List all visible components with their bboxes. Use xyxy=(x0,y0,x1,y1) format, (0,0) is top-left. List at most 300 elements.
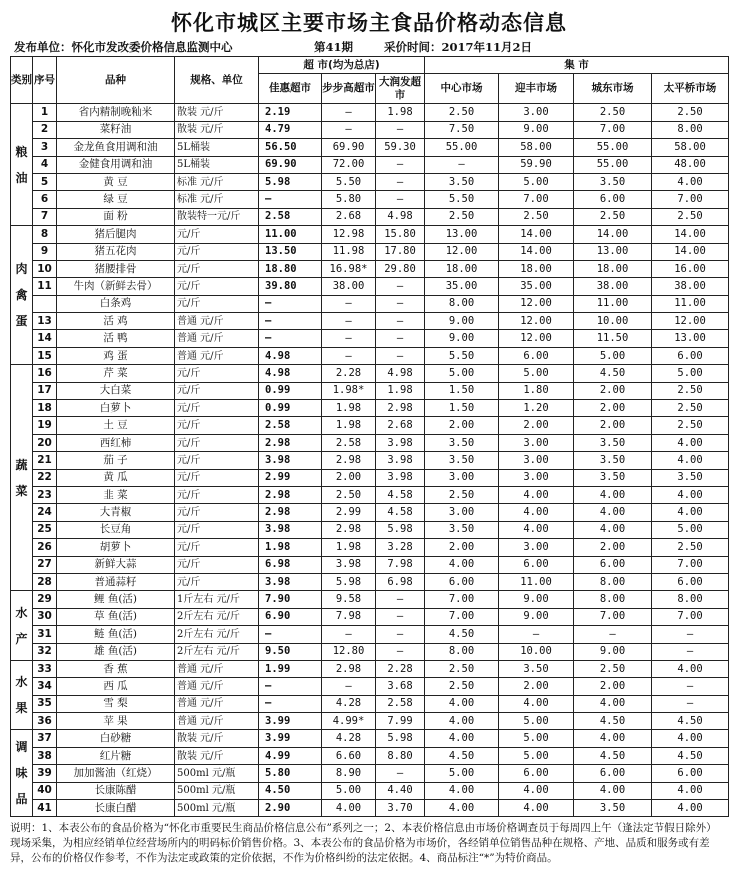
price-cell: 5.00 xyxy=(322,782,376,799)
table-row xyxy=(11,260,729,277)
price-cell: — xyxy=(376,626,425,643)
price-cell: 4.00 xyxy=(574,730,652,747)
price-cell: 2.50 xyxy=(425,486,499,503)
seq-cell: 23 xyxy=(33,486,57,503)
price-cell: — xyxy=(376,121,425,138)
page-title: 怀化市城区主要市场主食品价格动态信息 xyxy=(171,11,567,35)
price-cell: 12.98 xyxy=(322,226,376,243)
price-cell: — xyxy=(259,191,322,208)
price-cell: 4.50 xyxy=(574,365,652,382)
price-cell: 4.58 xyxy=(376,486,425,503)
spec-cell: 500ml 元/瓶 xyxy=(175,800,259,817)
item-name-cell: 白条鸡 xyxy=(57,295,175,312)
seq-cell: 30 xyxy=(33,608,57,625)
item-name-cell: 活 鸡 xyxy=(57,313,175,330)
price-cell: 6.00 xyxy=(574,765,652,782)
price-cell: 4.00 xyxy=(499,695,574,712)
price-cell: 3.28 xyxy=(376,539,425,556)
header-col: 太平桥市场 xyxy=(652,74,729,104)
publisher: 发布单位：怀化市发改委价格信息监测中心 xyxy=(14,40,233,54)
price-cell: 4.40 xyxy=(376,782,425,799)
price-cell: 56.50 xyxy=(259,139,322,156)
item-name-cell: 金龙鱼食用调和油 xyxy=(57,139,175,156)
price-cell: 9.00 xyxy=(574,643,652,660)
price-cell: 3.50 xyxy=(652,469,729,486)
spec-cell: 2斤左右 元/斤 xyxy=(175,643,259,660)
category-cell: 肉禽蛋 xyxy=(11,226,33,365)
price-cell: 2.50 xyxy=(652,104,729,121)
price-cell: 2.00 xyxy=(574,417,652,434)
spec-cell: 散装 元/斤 xyxy=(175,747,259,764)
collection-date: 采价时间：2017年11月2日 xyxy=(384,40,533,54)
table-body xyxy=(11,104,729,817)
price-cell: 1.98 xyxy=(322,400,376,417)
price-cell: 2.28 xyxy=(322,365,376,382)
spec-cell: 标准 元/斤 xyxy=(175,173,259,190)
table-row xyxy=(11,121,729,138)
seq-cell: 27 xyxy=(33,556,57,573)
price-cell: 3.50 xyxy=(425,521,499,538)
table-row xyxy=(11,504,729,521)
item-name-cell: 草 鱼(活) xyxy=(57,608,175,625)
item-name-cell: 长豆角 xyxy=(57,521,175,538)
price-cell: 2.98 xyxy=(322,452,376,469)
price-cell: 3.50 xyxy=(574,173,652,190)
price-cell: 13.50 xyxy=(259,243,322,260)
price-cell: 0.99 xyxy=(259,382,322,399)
table-row xyxy=(11,278,729,295)
price-cell: 7.98 xyxy=(322,608,376,625)
header-seq: 序号 xyxy=(33,57,57,104)
price-cell: 2.90 xyxy=(259,800,322,817)
seq-cell: 4 xyxy=(33,156,57,173)
price-cell: 7.00 xyxy=(652,608,729,625)
table-row xyxy=(11,591,729,608)
price-cell: 2.50 xyxy=(425,678,499,695)
spec-cell: 普通 元/斤 xyxy=(175,313,259,330)
price-cell: 18.80 xyxy=(259,260,322,277)
seq-cell: 16 xyxy=(33,365,57,382)
price-sheet xyxy=(10,0,728,866)
price-cell: 3.70 xyxy=(376,800,425,817)
price-cell: 35.00 xyxy=(499,278,574,295)
price-cell: 4.00 xyxy=(652,452,729,469)
price-cell: 4.00 xyxy=(425,713,499,730)
price-cell: 5.80 xyxy=(322,191,376,208)
seq-cell: 11 xyxy=(33,278,57,295)
spec-cell: 普通 元/斤 xyxy=(175,660,259,677)
price-cell: 4.00 xyxy=(425,730,499,747)
seq-cell: 20 xyxy=(33,434,57,451)
price-cell: 2.50 xyxy=(574,208,652,225)
seq-cell: 28 xyxy=(33,573,57,590)
price-cell: 58.00 xyxy=(652,139,729,156)
price-cell: 8.00 xyxy=(652,121,729,138)
seq-cell: 29 xyxy=(33,591,57,608)
price-cell: 69.90 xyxy=(259,156,322,173)
item-name-cell: 黄 瓜 xyxy=(57,469,175,486)
price-cell: 4.99 xyxy=(259,747,322,764)
spec-cell: 元/斤 xyxy=(175,556,259,573)
spec-cell: 普通 元/斤 xyxy=(175,330,259,347)
spec-cell: 元/斤 xyxy=(175,434,259,451)
price-cell: 5.00 xyxy=(652,521,729,538)
spec-cell: 元/斤 xyxy=(175,382,259,399)
price-cell: — xyxy=(376,173,425,190)
item-name-cell: 大青椒 xyxy=(57,504,175,521)
price-cell: 5.98 xyxy=(376,521,425,538)
header-supermarket: 超 市(均为总店) xyxy=(259,57,425,74)
table-row xyxy=(11,573,729,590)
item-name-cell: 大白菜 xyxy=(57,382,175,399)
price-cell: 1.20 xyxy=(499,400,574,417)
price-cell: 4.00 xyxy=(425,782,499,799)
item-name-cell: 鸡 蛋 xyxy=(57,347,175,364)
price-cell: 2.99 xyxy=(259,469,322,486)
price-cell: — xyxy=(259,678,322,695)
spec-cell: 元/斤 xyxy=(175,452,259,469)
seq-cell: 34 xyxy=(33,678,57,695)
spec-cell: 散装特一元/斤 xyxy=(175,208,259,225)
price-cell: 35.00 xyxy=(425,278,499,295)
table-row xyxy=(11,469,729,486)
price-cell: 11.00 xyxy=(499,573,574,590)
price-cell: 2.50 xyxy=(425,208,499,225)
item-name-cell: 活 鸭 xyxy=(57,330,175,347)
price-cell: 8.00 xyxy=(574,591,652,608)
item-name-cell: 土 豆 xyxy=(57,417,175,434)
price-cell: 3.98 xyxy=(322,556,376,573)
price-cell: 5.80 xyxy=(259,765,322,782)
spec-cell: 元/斤 xyxy=(175,365,259,382)
seq-cell: 14 xyxy=(33,330,57,347)
table-row xyxy=(11,295,729,312)
price-cell: 13.00 xyxy=(652,330,729,347)
price-cell: — xyxy=(499,626,574,643)
spec-cell: 元/斤 xyxy=(175,295,259,312)
price-cell: 3.50 xyxy=(425,434,499,451)
price-cell: 12.00 xyxy=(652,313,729,330)
price-cell: — xyxy=(652,695,729,712)
price-cell: — xyxy=(259,330,322,347)
price-cell: 7.00 xyxy=(652,556,729,573)
price-cell: 2.50 xyxy=(652,417,729,434)
price-cell: 2.58 xyxy=(259,417,322,434)
price-cell: 7.50 xyxy=(425,121,499,138)
item-name-cell: 白萝卜 xyxy=(57,400,175,417)
price-cell: — xyxy=(574,626,652,643)
price-cell: 3.00 xyxy=(425,504,499,521)
price-cell: 3.50 xyxy=(574,800,652,817)
price-cell: 12.00 xyxy=(499,295,574,312)
price-cell: — xyxy=(652,626,729,643)
price-cell: 55.00 xyxy=(574,139,652,156)
price-cell: 2.98 xyxy=(259,486,322,503)
price-cell: 6.90 xyxy=(259,608,322,625)
price-cell: 11.00 xyxy=(574,295,652,312)
table-row xyxy=(11,365,729,382)
header-category: 类别 xyxy=(11,57,33,104)
table-row xyxy=(11,730,729,747)
item-name-cell: 长康白醋 xyxy=(57,800,175,817)
spec-cell: 散装 元/斤 xyxy=(175,104,259,121)
spec-cell: 5L桶装 xyxy=(175,139,259,156)
price-cell: 6.00 xyxy=(574,556,652,573)
spec-cell: 5L桶装 xyxy=(175,156,259,173)
price-cell: 55.00 xyxy=(425,139,499,156)
price-cell: 4.00 xyxy=(652,730,729,747)
price-cell: 2.98 xyxy=(322,660,376,677)
price-cell: 7.00 xyxy=(574,608,652,625)
price-cell: 13.00 xyxy=(425,226,499,243)
price-cell: 5.00 xyxy=(574,347,652,364)
footnotes: 说明：1、本表公布的食品价格为“怀化市重要民生商品价格信息公布”系列之一；2、本表价格信息由市场价格调查员于每周四上午（逢法定节假日除外）现场采集，为相应经销单位经营场所内的明码标价销售价格。3、本表公布的食品价格为市场价，各经销单位销售品种在规格、产地、品质和服务或有差异，公布的价格仅作参考，不作为法定或政策的定价依据，不作为价格纠纷的法定依据。4、商品标注“*”为特价商品。 xyxy=(10,822,717,865)
price-cell: 5.00 xyxy=(425,765,499,782)
price-cell: 11.98 xyxy=(322,243,376,260)
item-name-cell: 西 瓜 xyxy=(57,678,175,695)
table-row xyxy=(11,347,729,364)
price-cell: 2.00 xyxy=(322,469,376,486)
price-cell: 1.50 xyxy=(425,400,499,417)
price-cell: 4.00 xyxy=(652,486,729,503)
price-cell: — xyxy=(376,330,425,347)
price-cell: 2.50 xyxy=(652,539,729,556)
item-name-cell: 鲤 鱼(活) xyxy=(57,591,175,608)
price-cell: 1.50 xyxy=(425,382,499,399)
table-row xyxy=(11,782,729,799)
price-cell: 2.50 xyxy=(574,660,652,677)
table-row xyxy=(11,695,729,712)
seq-cell: 33 xyxy=(33,660,57,677)
price-cell: 8.80 xyxy=(376,747,425,764)
price-cell: 5.00 xyxy=(499,730,574,747)
table-row xyxy=(11,226,729,243)
price-cell: 5.00 xyxy=(499,713,574,730)
price-cell: — xyxy=(652,643,729,660)
item-name-cell: 鲢 鱼(活) xyxy=(57,626,175,643)
spec-cell: 元/斤 xyxy=(175,469,259,486)
price-cell: 2.50 xyxy=(425,660,499,677)
price-cell: 6.60 xyxy=(322,747,376,764)
price-cell: 3.99 xyxy=(259,730,322,747)
price-cell: 4.00 xyxy=(425,556,499,573)
price-cell: 1.98 xyxy=(259,539,322,556)
price-cell: 4.79 xyxy=(259,121,322,138)
seq-cell: 39 xyxy=(33,765,57,782)
price-cell: — xyxy=(322,626,376,643)
price-cell: 4.58 xyxy=(376,504,425,521)
price-cell: 4.00 xyxy=(499,486,574,503)
price-cell: 3.50 xyxy=(499,660,574,677)
price-cell: 18.00 xyxy=(425,260,499,277)
price-cell: 9.00 xyxy=(499,591,574,608)
table-row xyxy=(11,643,729,660)
table-row xyxy=(11,434,729,451)
spec-cell: 元/斤 xyxy=(175,243,259,260)
price-cell: — xyxy=(259,313,322,330)
price-cell: 5.00 xyxy=(499,747,574,764)
price-cell: 2.00 xyxy=(574,678,652,695)
spec-cell: 元/斤 xyxy=(175,486,259,503)
price-cell: — xyxy=(376,591,425,608)
price-cell: 48.00 xyxy=(652,156,729,173)
table-row xyxy=(11,626,729,643)
price-cell: 38.00 xyxy=(322,278,376,295)
price-cell: 2.28 xyxy=(376,660,425,677)
price-cell: 4.28 xyxy=(322,730,376,747)
price-cell: 5.00 xyxy=(499,365,574,382)
price-cell: 2.00 xyxy=(499,678,574,695)
price-cell: 15.80 xyxy=(376,226,425,243)
price-cell: 12.80 xyxy=(322,643,376,660)
price-cell: 1.98 xyxy=(376,382,425,399)
seq-cell: 35 xyxy=(33,695,57,712)
price-cell: — xyxy=(259,295,322,312)
price-cell: — xyxy=(376,278,425,295)
price-cell: 16.98* xyxy=(322,260,376,277)
spec-cell: 元/斤 xyxy=(175,521,259,538)
price-cell: 3.50 xyxy=(574,452,652,469)
price-cell: 11.00 xyxy=(259,226,322,243)
price-cell: 5.98 xyxy=(376,730,425,747)
price-cell: 9.00 xyxy=(425,330,499,347)
price-cell: 3.68 xyxy=(376,678,425,695)
price-cell: — xyxy=(425,156,499,173)
table-row xyxy=(11,521,729,538)
price-cell: — xyxy=(376,295,425,312)
price-cell: 8.00 xyxy=(425,295,499,312)
price-cell: 3.99 xyxy=(259,713,322,730)
price-cell: 10.00 xyxy=(574,313,652,330)
price-cell: 7.99 xyxy=(376,713,425,730)
seq-cell: 24 xyxy=(33,504,57,521)
seq-cell: 26 xyxy=(33,539,57,556)
item-name-cell: 雪 梨 xyxy=(57,695,175,712)
price-cell: 72.00 xyxy=(322,156,376,173)
price-cell: 4.00 xyxy=(425,800,499,817)
price-cell: — xyxy=(322,313,376,330)
price-cell: 7.00 xyxy=(425,591,499,608)
price-cell: 4.00 xyxy=(574,486,652,503)
price-cell: 59.90 xyxy=(499,156,574,173)
price-cell: 4.00 xyxy=(499,521,574,538)
category-cell: 调味品 xyxy=(11,730,33,817)
price-cell: 39.80 xyxy=(259,278,322,295)
price-cell: 4.00 xyxy=(574,782,652,799)
price-cell: 8.00 xyxy=(574,573,652,590)
seq-cell: 19 xyxy=(33,417,57,434)
price-cell: 3.98 xyxy=(259,521,322,538)
price-cell: 3.00 xyxy=(425,469,499,486)
price-cell: 2.50 xyxy=(652,400,729,417)
price-cell: 10.00 xyxy=(499,643,574,660)
price-cell: 4.98 xyxy=(259,365,322,382)
item-name-cell: 韭 菜 xyxy=(57,486,175,503)
spec-cell: 元/斤 xyxy=(175,417,259,434)
table-row xyxy=(11,313,729,330)
spec-cell: 元/斤 xyxy=(175,278,259,295)
price-cell: 4.00 xyxy=(574,504,652,521)
price-cell: 3.98 xyxy=(259,452,322,469)
table-row xyxy=(11,330,729,347)
price-table xyxy=(10,56,729,817)
table-row xyxy=(11,417,729,434)
price-cell: 4.98 xyxy=(259,347,322,364)
spec-cell: 元/斤 xyxy=(175,226,259,243)
item-name-cell: 红片糖 xyxy=(57,747,175,764)
price-cell: 69.90 xyxy=(322,139,376,156)
item-name-cell: 芹 菜 xyxy=(57,365,175,382)
seq-cell: 3 xyxy=(33,139,57,156)
price-cell: 5.00 xyxy=(652,365,729,382)
item-name-cell: 白砂糖 xyxy=(57,730,175,747)
spec-cell: 元/斤 xyxy=(175,260,259,277)
price-cell: 4.50 xyxy=(652,747,729,764)
price-cell: 38.00 xyxy=(652,278,729,295)
price-cell: 4.00 xyxy=(652,660,729,677)
price-cell: 7.98 xyxy=(376,556,425,573)
category-cell: 蔬菜 xyxy=(11,365,33,591)
price-cell: 4.98 xyxy=(376,365,425,382)
seq-cell: 22 xyxy=(33,469,57,486)
item-name-cell: 加加酱油（红烧） xyxy=(57,765,175,782)
price-cell: 2.98 xyxy=(259,504,322,521)
price-cell: 4.00 xyxy=(574,521,652,538)
price-cell: 2.50 xyxy=(652,382,729,399)
item-name-cell: 绿 豆 xyxy=(57,191,175,208)
spec-cell: 普通 元/斤 xyxy=(175,695,259,712)
price-cell: 14.00 xyxy=(499,243,574,260)
price-cell: 3.00 xyxy=(499,539,574,556)
price-cell: 2.68 xyxy=(376,417,425,434)
seq-cell: 5 xyxy=(33,173,57,190)
header-name: 品种 xyxy=(57,57,175,104)
price-cell: 5.50 xyxy=(425,347,499,364)
price-cell: 3.98 xyxy=(259,573,322,590)
table-row xyxy=(11,747,729,764)
seq-cell: 10 xyxy=(33,260,57,277)
seq-cell: 8 xyxy=(33,226,57,243)
category-cell: 粮油 xyxy=(11,104,33,226)
seq-cell: 15 xyxy=(33,347,57,364)
price-cell: 4.00 xyxy=(574,695,652,712)
header-col: 步步高超市 xyxy=(322,74,376,104)
price-cell: 4.00 xyxy=(652,173,729,190)
price-cell: — xyxy=(322,678,376,695)
price-cell: 55.00 xyxy=(574,156,652,173)
item-name-cell: 西红柿 xyxy=(57,434,175,451)
price-cell: 5.98 xyxy=(322,573,376,590)
price-cell: 4.50 xyxy=(574,713,652,730)
price-cell: 4.00 xyxy=(425,695,499,712)
price-cell: 7.00 xyxy=(425,608,499,625)
price-cell: 3.00 xyxy=(499,104,574,121)
spec-cell: 普通 元/斤 xyxy=(175,713,259,730)
price-cell: 6.00 xyxy=(652,573,729,590)
price-cell: 3.50 xyxy=(425,173,499,190)
item-name-cell: 黄 豆 xyxy=(57,173,175,190)
seq-cell: 2 xyxy=(33,121,57,138)
price-cell: 2.50 xyxy=(652,208,729,225)
price-cell: 2.68 xyxy=(322,208,376,225)
price-cell: 2.00 xyxy=(574,382,652,399)
price-cell: — xyxy=(322,104,376,121)
price-cell: 0.99 xyxy=(259,400,322,417)
table-row xyxy=(11,678,729,695)
price-cell: 2.19 xyxy=(259,104,322,121)
item-name-cell: 猪五花肉 xyxy=(57,243,175,260)
price-cell: 2.98 xyxy=(259,434,322,451)
